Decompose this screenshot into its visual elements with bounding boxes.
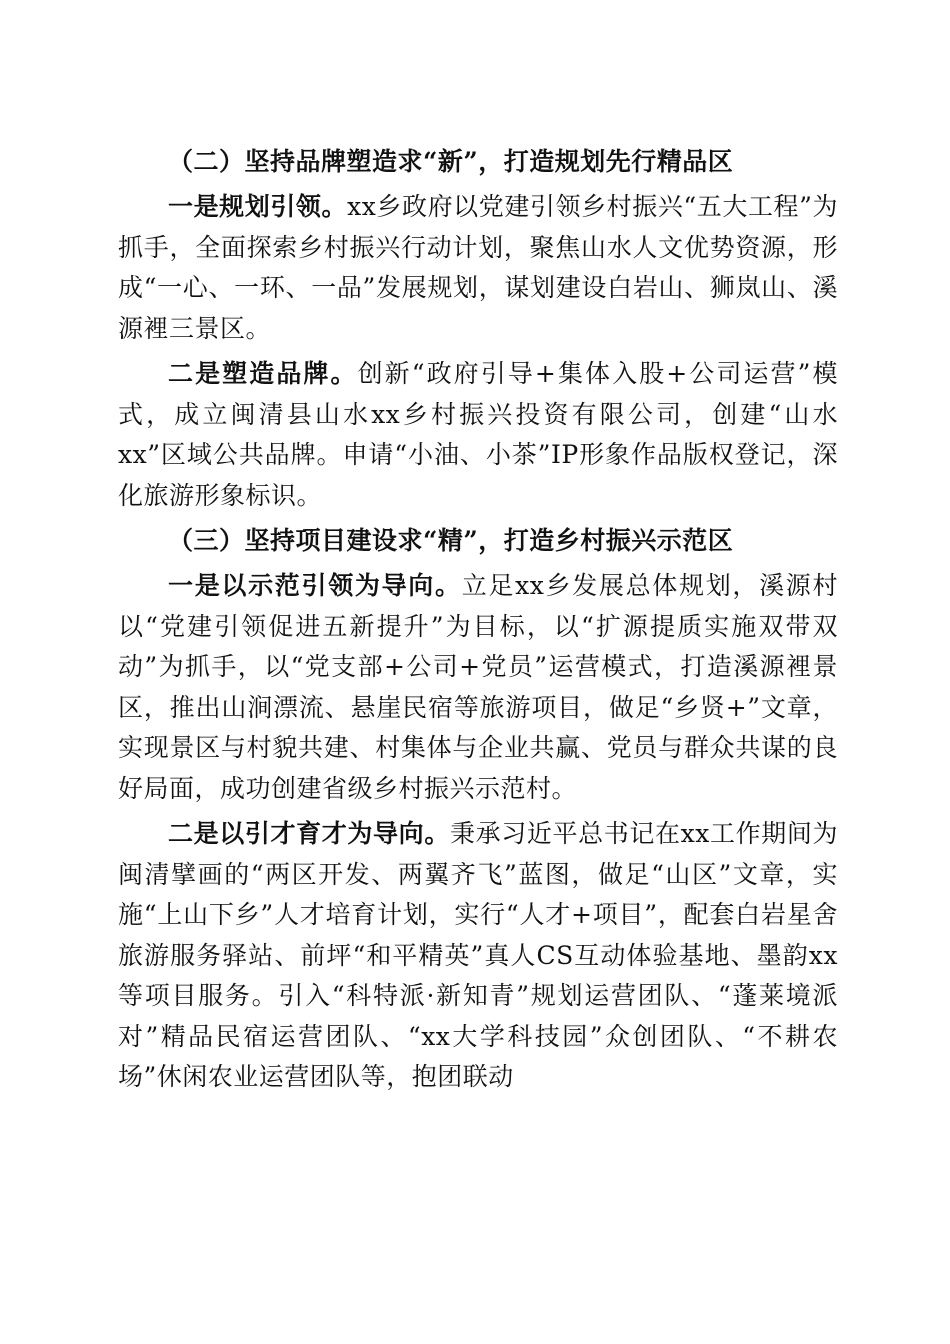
- paragraph-lead: 一是以示范引领为导向。: [168, 571, 462, 600]
- paragraph-text: 创新“政府引导+集体入股+公司运营”模式，成立闽清县山水xx乡村振兴投资有限公司，创建“山水xx”区域公共品牌。申请“小油、小茶”IP形象作品版权登记，深化旅游形象标识。: [118, 359, 838, 510]
- paragraph-text: 秉承习近平总书记在xx工作期间为闽清擘画的“两区开发、两翼齐飞”蓝图，做足“山区”文章，实施“上山下乡”人才培育计划，实行“人才+项目”，配套白岩星舍旅游服务驿站、前坪“和平精英”真人CS互动体验基地、墨韵xx等项目服务。引入“科特派·新知青”规划运营团队、“蓬莱境派对”精品民宿运营团队、“xx大学科技园”众创团队、“不耕农场”休闲农业运营团队等，抱团联动: [118, 819, 838, 1091]
- paragraph-lead: 二是塑造品牌。: [168, 359, 358, 388]
- paragraph-text: xx乡政府以党建引领乡村振兴“五大工程”为抓手，全面探索乡村振兴行动计划，聚焦山水人文优势资源，形成“一心、一环、一品”发展规划，谋划建设白岩山、狮岚山、溪源裡三景区。: [118, 192, 838, 343]
- section-heading-projects: （三）坚持项目建设求“精”，打造乡村振兴示范区: [168, 526, 734, 555]
- paragraph-talent: [118, 814, 838, 1098]
- paragraph-lead: 二是以引才育才为导向。: [168, 819, 450, 848]
- paragraph-planning: [118, 187, 838, 349]
- paragraph-text: 立足xx乡发展总体规划，溪源村以“党建引领促进五新提升”为目标，以“扩源提质实施双带双动”为抓手，以“党支部+公司+党员”运营模式，打造溪源裡景区，推出山涧漂流、悬崖民宿等旅游项目，做足“乡贤+”文章，实现景区与村貌共建、村集体与企业共赢、党员与群众共谋的良好局面，成功创建省级乡村振兴示范村。: [118, 571, 838, 803]
- document-body: [118, 142, 838, 1103]
- section-heading-brand: （二）坚持品牌塑造求“新”，打造规划先行精品区: [168, 147, 734, 176]
- paragraph-demonstration: [118, 566, 838, 809]
- paragraph-branding: [118, 354, 838, 516]
- paragraph-lead: 一是规划引领。: [168, 192, 348, 221]
